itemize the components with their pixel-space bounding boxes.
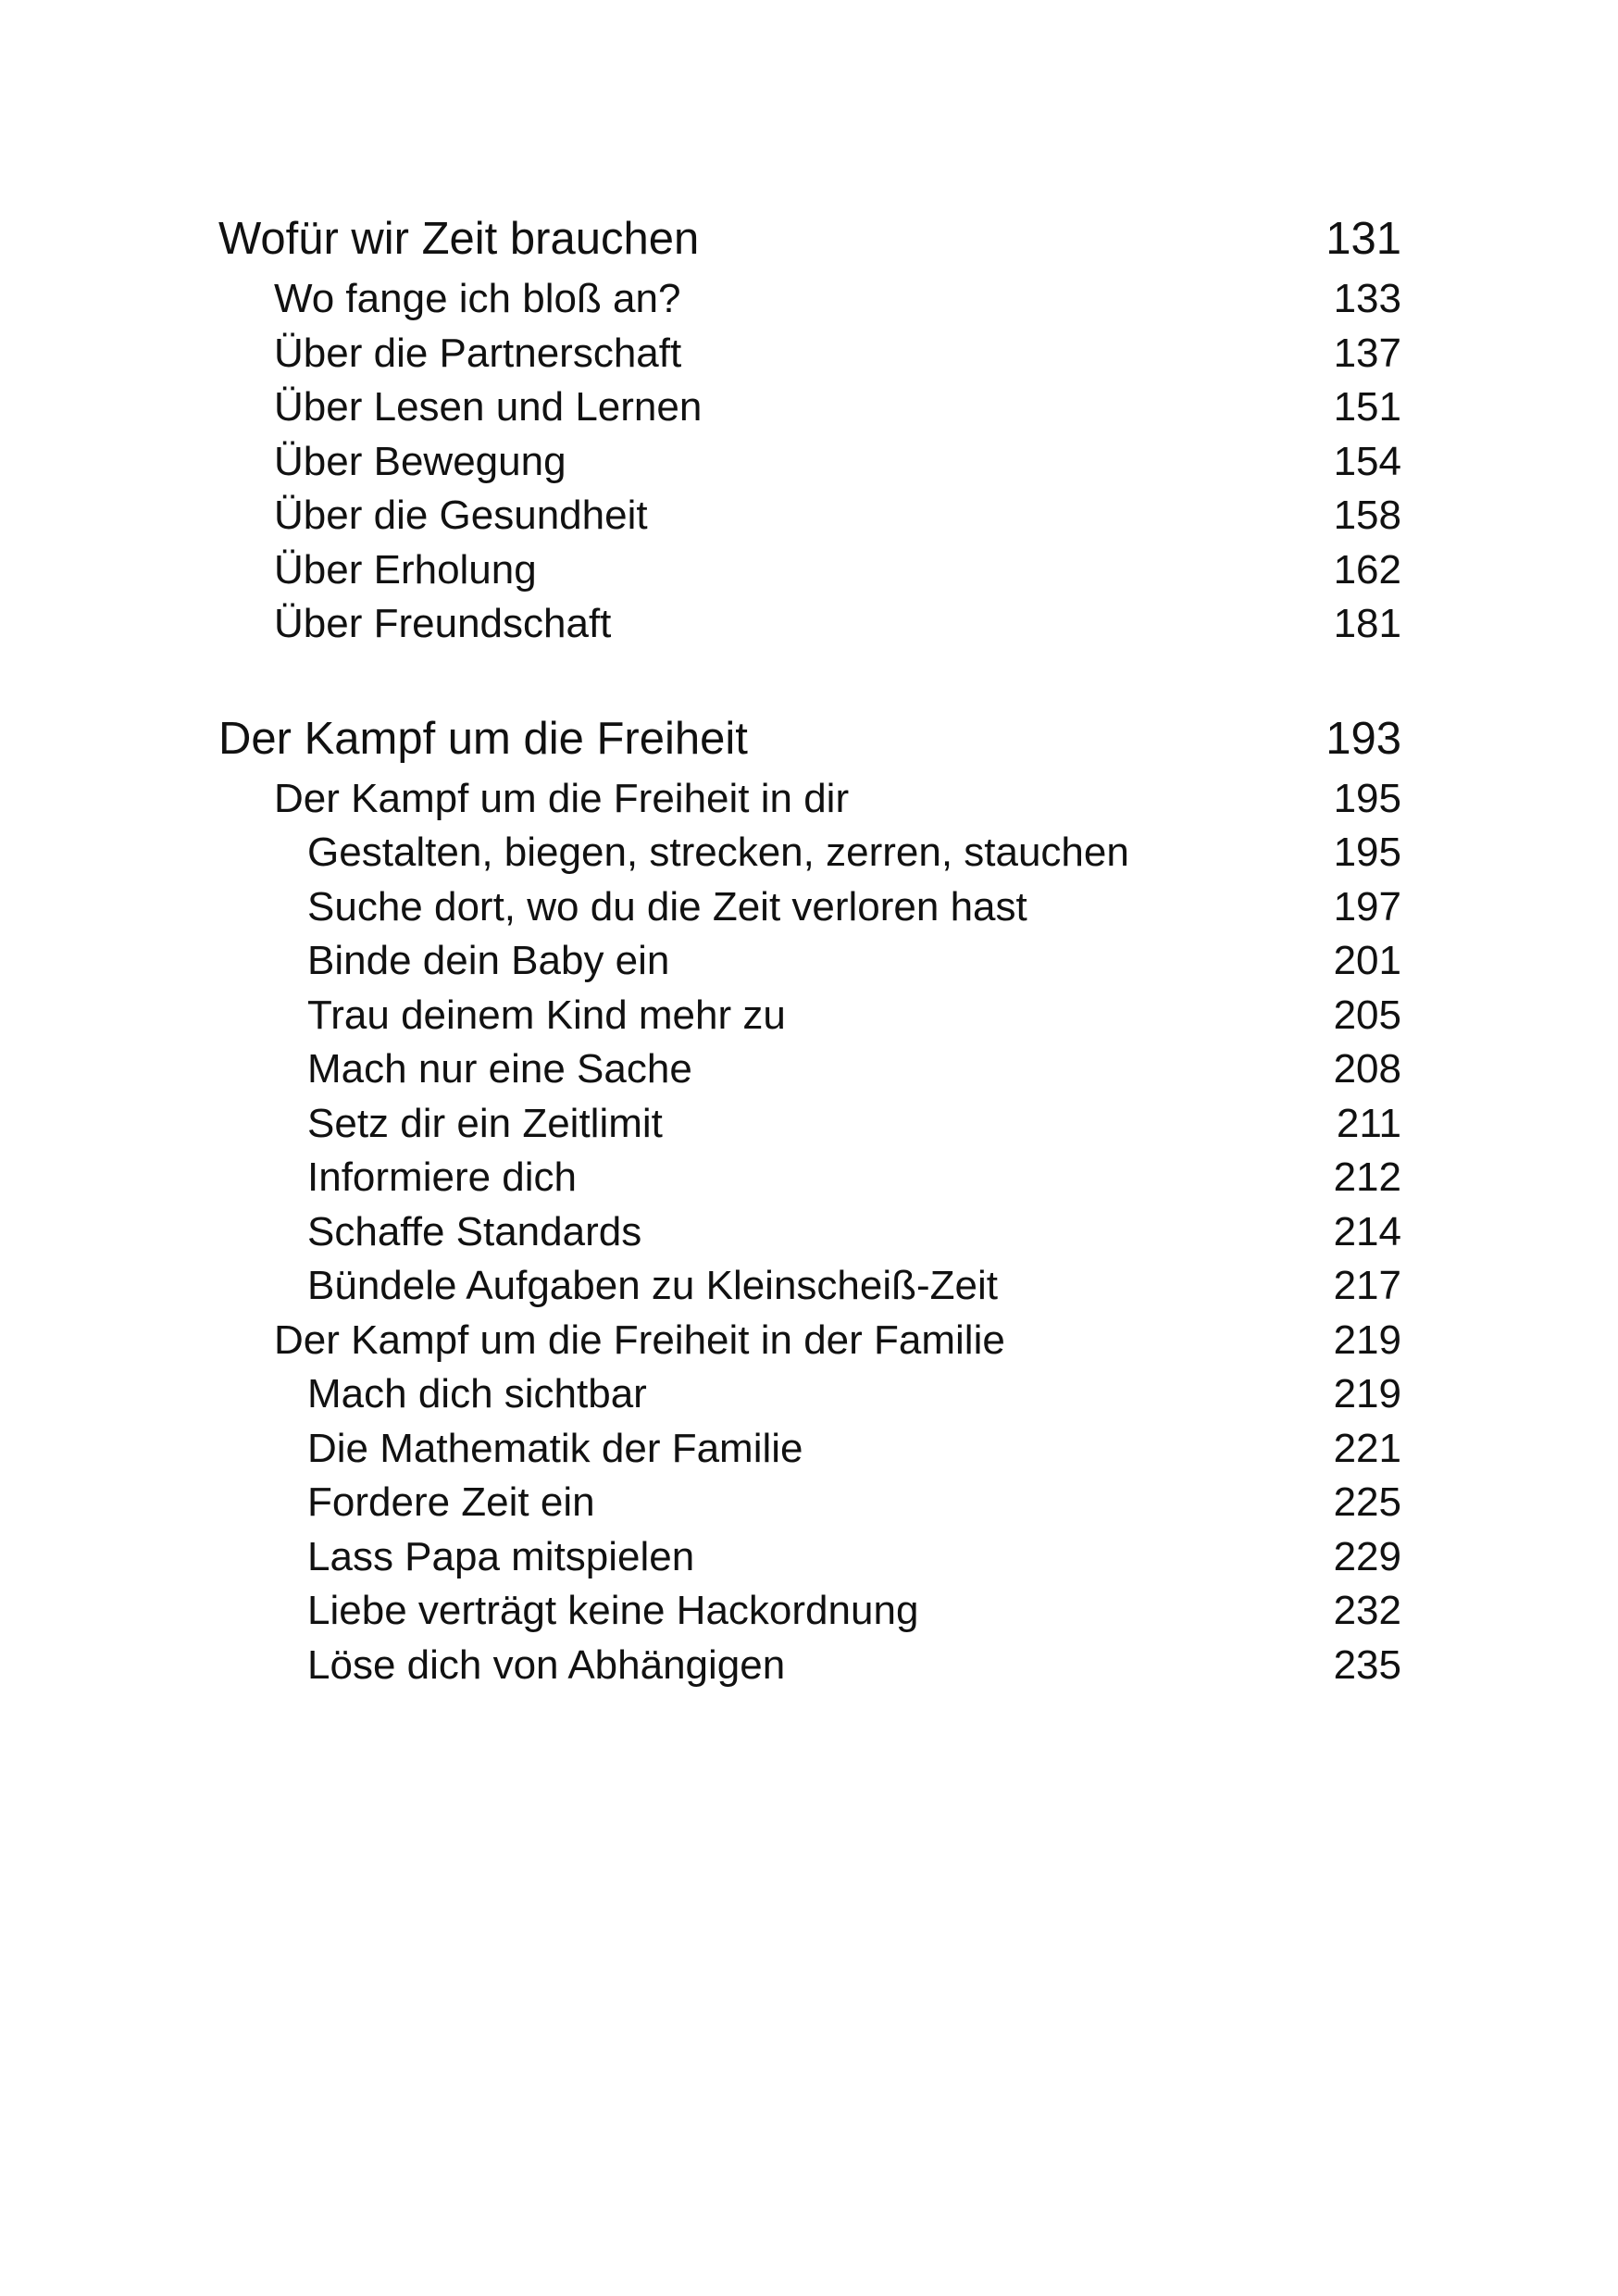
subentry-page-number: 232 [1333, 1588, 1401, 1633]
subentry-page-number: 201 [1333, 938, 1401, 983]
subentry-page-number: 211 [1336, 1100, 1401, 1146]
entry-title: Der Kampf um die Freiheit in der Familie [274, 1316, 1005, 1363]
entry-title: Über Lesen und Lernen [274, 384, 703, 430]
subentry-page-number: 217 [1333, 1263, 1401, 1308]
entry-page-number: 181 [1333, 601, 1401, 646]
subentry-title: Trau deinem Kind mehr zu [307, 992, 786, 1038]
subentry-title: Informiere dich [307, 1154, 578, 1200]
entry-page-number: 151 [1333, 384, 1401, 430]
entry-title: Der Kampf um die Freiheit in dir [274, 775, 850, 821]
subentry-page-number: 219 [1333, 1371, 1401, 1416]
entry-page-number: 137 [1333, 330, 1401, 376]
chapter-title: Der Kampf um die Freiheit [218, 713, 748, 764]
table-of-contents [218, 206, 1401, 1746]
toc-entry[interactable] [218, 489, 1401, 543]
entry-page-number: 195 [1333, 775, 1401, 821]
toc-subentry[interactable] [218, 1097, 1401, 1152]
toc-subentry[interactable] [218, 1530, 1401, 1585]
toc-entry[interactable] [218, 597, 1401, 652]
chapter-page-number: 131 [1326, 214, 1401, 264]
toc-entry[interactable] [218, 381, 1401, 435]
subentry-title: Schaffe Standards [307, 1208, 642, 1254]
subentry-title: Löse dich von Abhängigen [307, 1641, 786, 1688]
toc-subentry[interactable] [218, 1042, 1401, 1097]
toc-subentry[interactable] [218, 1476, 1401, 1530]
subentry-title: Mach dich sichtbar [307, 1371, 647, 1416]
entry-page-number: 158 [1333, 493, 1401, 538]
toc-subentry[interactable] [218, 989, 1401, 1043]
subentry-page-number: 235 [1333, 1641, 1401, 1688]
toc-subentry[interactable] [218, 826, 1401, 880]
entry-page-number: 219 [1333, 1316, 1401, 1363]
toc-subentry[interactable] [218, 880, 1401, 935]
toc-entry[interactable] [218, 543, 1401, 598]
toc-subentry[interactable] [218, 934, 1401, 989]
entry-page-number: 162 [1333, 546, 1401, 593]
toc-entry[interactable] [218, 1314, 1401, 1368]
subentry-page-number: 208 [1333, 1046, 1401, 1092]
subentry-title: Lass Papa mitspielen [307, 1533, 695, 1579]
subentry-page-number: 225 [1333, 1479, 1401, 1525]
subentry-page-number: 212 [1333, 1154, 1401, 1200]
subentry-title: Die Mathematik der Familie [307, 1425, 803, 1471]
chapter-page-number: 193 [1326, 713, 1401, 764]
toc-entry[interactable] [218, 272, 1401, 327]
entry-title: Über die Gesundheit [274, 493, 648, 538]
toc-subentry[interactable] [218, 1151, 1401, 1205]
toc-subentry[interactable] [218, 1639, 1401, 1693]
toc-section [218, 705, 1401, 1693]
toc-subentry[interactable] [218, 1367, 1401, 1422]
subentry-page-number: 229 [1333, 1533, 1401, 1579]
subentry-page-number: 221 [1333, 1425, 1401, 1471]
entry-title: Wo fange ich bloß an? [274, 276, 681, 321]
subentry-title: Suche dort, wo du die Zeit verloren hast [307, 883, 1027, 930]
toc-entry[interactable] [218, 435, 1401, 490]
chapter-title: Wofür wir Zeit brauchen [218, 214, 700, 264]
toc-entry[interactable] [218, 772, 1401, 827]
entry-title: Über die Partnerschaft [274, 330, 682, 376]
entry-title: Über Freundschaft [274, 601, 612, 646]
subentry-page-number: 205 [1333, 992, 1401, 1038]
entry-title: Über Bewegung [274, 438, 566, 484]
entry-page-number: 133 [1333, 276, 1401, 321]
toc-chapter-heading[interactable] [218, 705, 1401, 772]
entry-title: Über Erholung [274, 546, 537, 593]
subentry-title: Binde dein Baby ein [307, 938, 670, 983]
toc-subentry[interactable] [218, 1259, 1401, 1314]
subentry-title: Liebe verträgt keine Hackordnung [307, 1588, 919, 1633]
subentry-title: Setz dir ein Zeitlimit [307, 1100, 663, 1146]
entry-page-number: 154 [1333, 438, 1401, 484]
toc-entry[interactable] [218, 327, 1401, 381]
subentry-page-number: 197 [1333, 883, 1401, 930]
toc-subentry[interactable] [218, 1584, 1401, 1639]
subentry-page-number: 195 [1333, 830, 1401, 875]
subentry-title: Mach nur eine Sache [307, 1046, 692, 1092]
subentry-title: Fordere Zeit ein [307, 1479, 595, 1525]
subentry-title: Gestalten, biegen, strecken, zerren, stauchen [307, 830, 1129, 875]
toc-chapter-heading[interactable] [218, 206, 1401, 272]
toc-subentry[interactable] [218, 1205, 1401, 1260]
toc-subentry[interactable] [218, 1422, 1401, 1477]
subentry-title: Bündele Aufgaben zu Kleinscheiß-Zeit [307, 1263, 999, 1308]
toc-section [218, 206, 1401, 652]
subentry-page-number: 214 [1333, 1208, 1401, 1254]
